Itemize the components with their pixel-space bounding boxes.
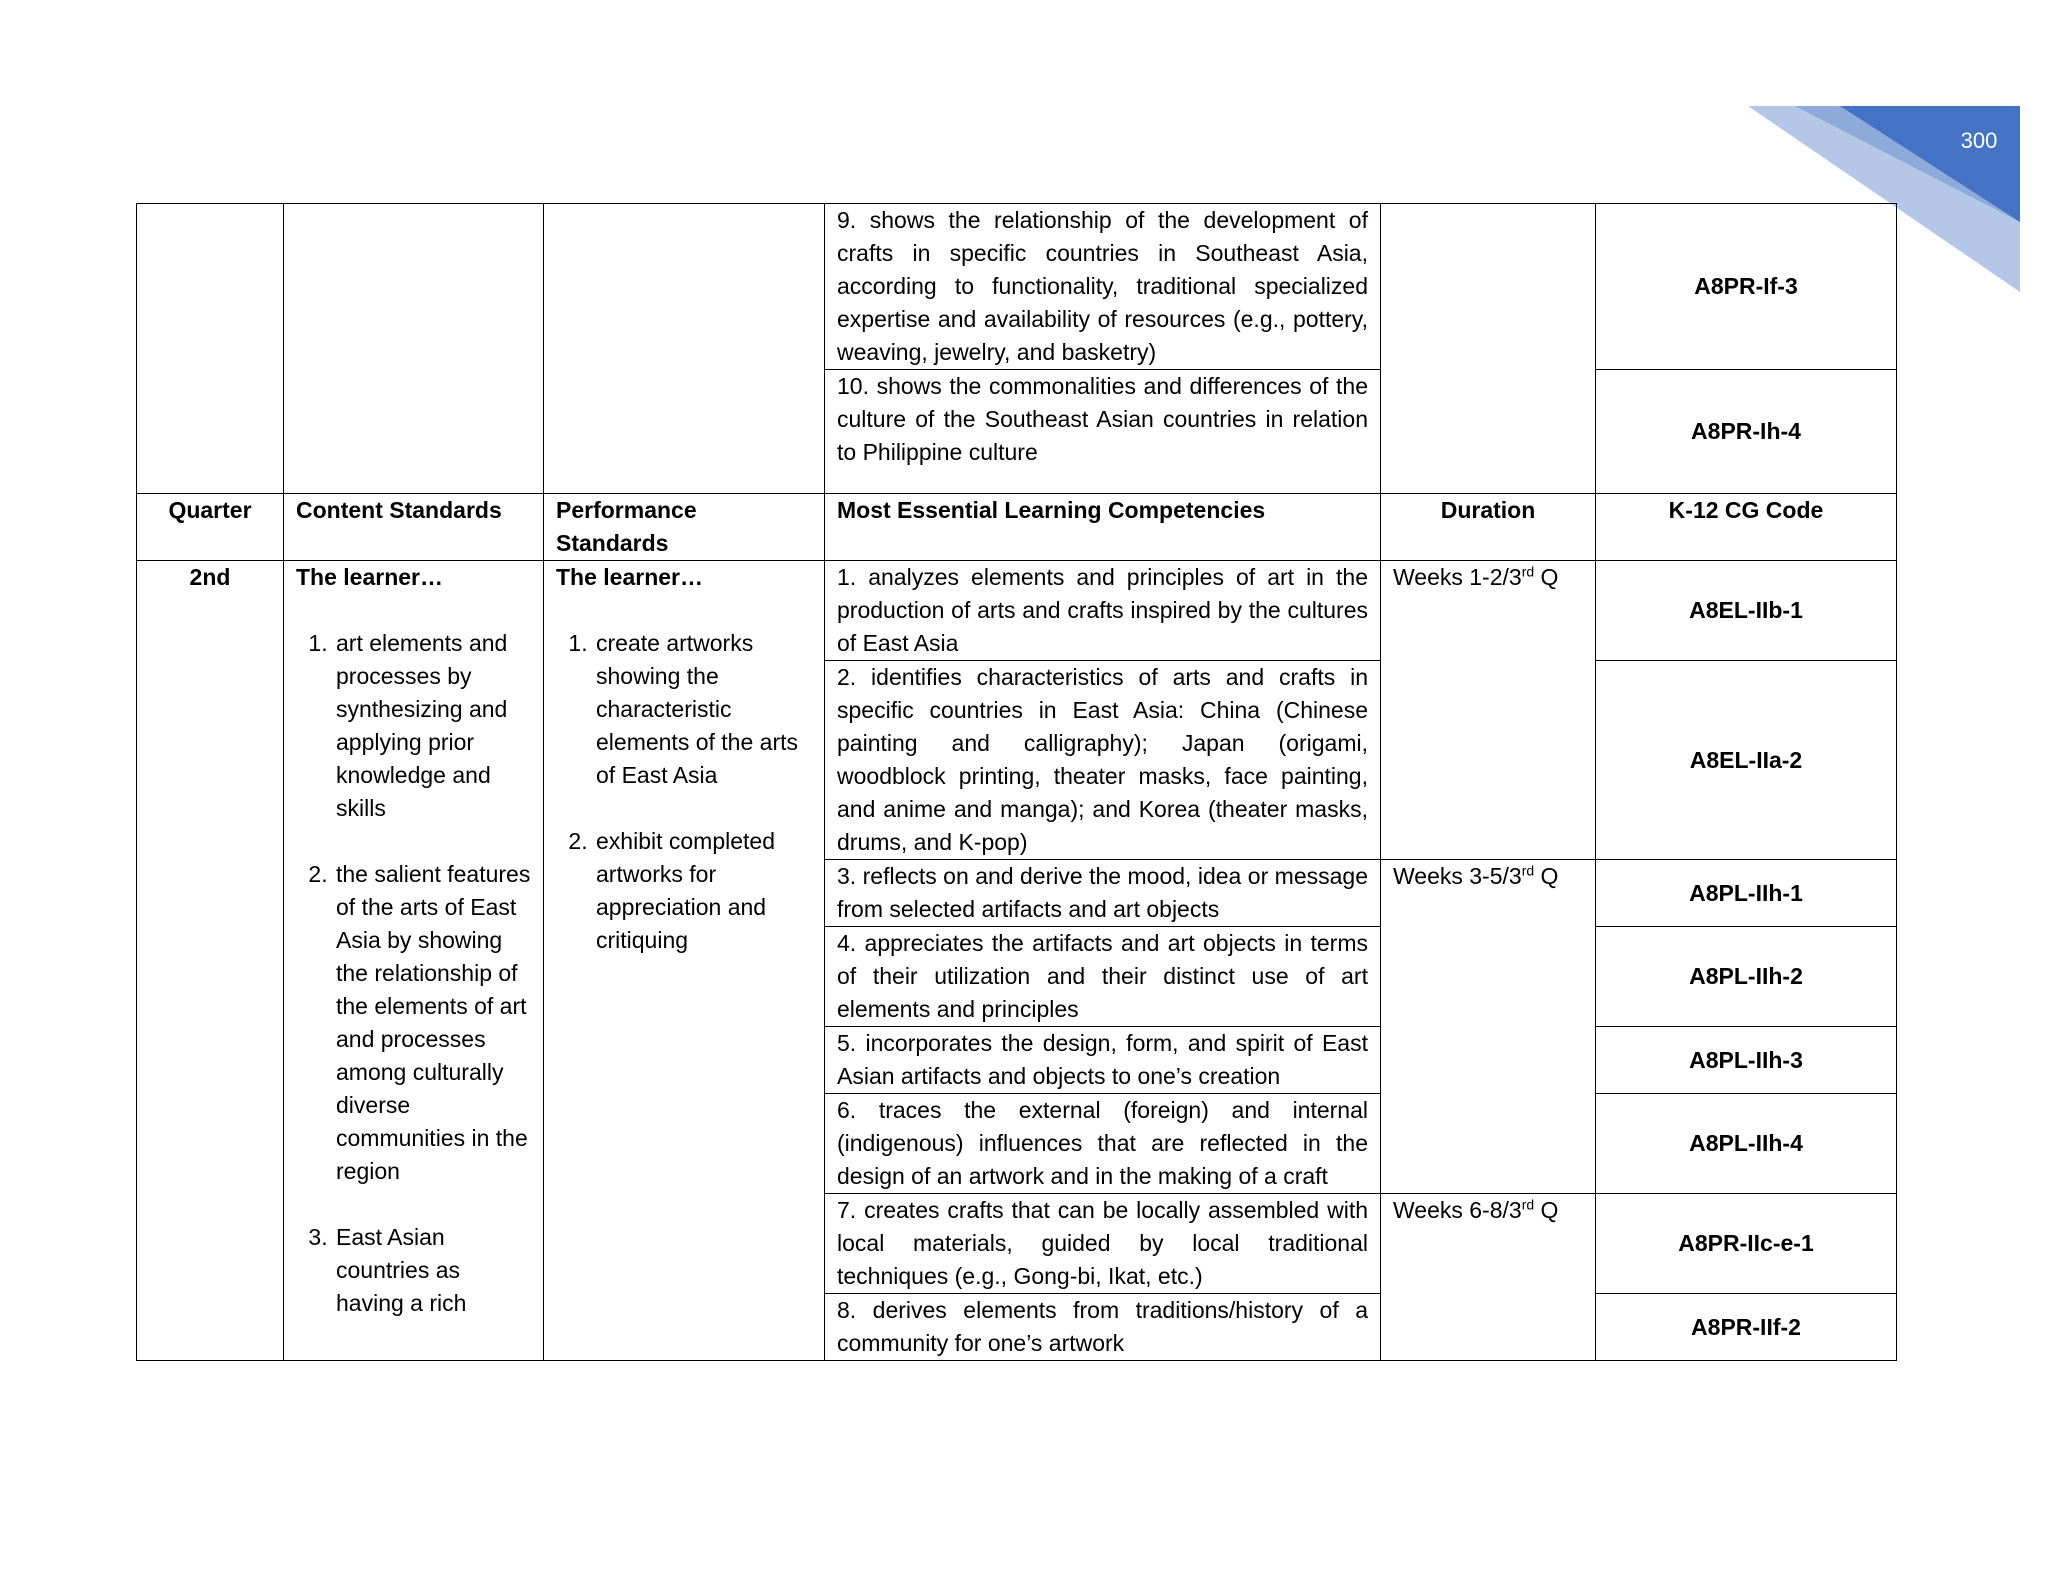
duration-suffix: Q [1534,564,1559,590]
quarter-cell: 2nd [137,561,284,1361]
performance-standards-heading: The learner… [556,564,703,590]
header-row [137,494,1897,561]
competency-cell: 3. reflects on and derive the mood, idea or message from selected artifacts and art objects [825,860,1381,927]
header-code: K-12 CG Code [1596,494,1897,561]
list-item: 1. create artworks showing the characteristic elements of the arts of East Asia [594,627,812,792]
duration-sup: rd [1521,563,1535,580]
code-cell: A8PL-IIh-3 [1596,1027,1897,1094]
list-item: 3. East Asian countries as having a rich [334,1221,531,1320]
list-item: 1. art elements and processes by synthesizing and applying prior knowledge and skills [334,627,531,825]
competency-cell: 10. shows the commonalities and differences of the culture of the Southeast Asian countries in relation to Philippine culture [825,370,1381,494]
competency-cell: 9. shows the relationship of the development of crafts in specific countries in Southeast Asia, according to functionality, traditional specialized expertise and availability of resources (e.g., pottery, weaving, jewelry, and basketry) [825,204,1381,370]
code-cell: A8PR-IIf-2 [1596,1294,1897,1361]
curriculum-table [136,203,1897,1361]
header-performance-line2: Standards [556,530,669,556]
list-item: 2. the salient features of the arts of East Asia by showing the relationship of the elements of art and processes among culturally diverse communities in the region [334,858,531,1188]
header-quarter: Quarter [137,494,284,561]
duration-cell [1381,1194,1596,1361]
header-duration: Duration [1381,494,1596,561]
duration-sup: rd [1521,862,1535,879]
header-performance-line1: Performance [556,497,697,523]
list-item: 2. exhibit completed artworks for appreciation and critiquing [594,825,812,957]
content-standards-heading: The learner… [296,564,443,590]
duration-suffix: Q [1534,863,1559,889]
header-competencies: Most Essential Learning Competencies [825,494,1381,561]
performance-standards-cell [544,561,825,1361]
continuation-content-cell [284,204,544,494]
code-cell: A8PR-Ih-4 [1596,370,1897,494]
continuation-quarter-cell [137,204,284,494]
duration-text: Weeks 1-2/3 [1393,564,1522,590]
code-cell: A8EL-IIa-2 [1596,661,1897,860]
duration-cell [1381,561,1596,860]
header-performance-standards [544,494,825,561]
performance-standards-list [556,627,812,957]
content-standards-cell [284,561,544,1361]
competency-cell: 7. creates crafts that can be locally assembled with local materials, guided by local traditional techniques (e.g., Gong-bi, Ikat, etc.) [825,1194,1381,1294]
code-cell: A8PR-If-3 [1596,204,1897,370]
code-cell: A8PR-IIc-e-1 [1596,1194,1897,1294]
header-content-standards: Content Standards [284,494,544,561]
code-cell: A8PL-IIh-1 [1596,860,1897,927]
duration-cell [1381,860,1596,1194]
duration-suffix: Q [1534,1197,1559,1223]
table-row [137,204,1897,370]
continuation-duration-cell [1381,204,1596,494]
competency-cell: 6. traces the external (foreign) and internal (indigenous) influences that are reflected in the design of an artwork and in the making of a craft [825,1094,1381,1194]
duration-text: Weeks 6-8/3 [1393,1197,1522,1223]
code-cell: A8PL-IIh-2 [1596,927,1897,1027]
duration-sup: rd [1521,1196,1535,1213]
table-row [137,561,1897,661]
competency-cell: 8. derives elements from traditions/history of a community for one’s artwork [825,1294,1381,1361]
code-cell: A8PL-IIh-4 [1596,1094,1897,1194]
code-cell: A8EL-IIb-1 [1596,561,1897,661]
competency-cell: 1. analyzes elements and principles of art in the production of arts and crafts inspired by the cultures of East Asia [825,561,1381,661]
competency-cell: 2. identifies characteristics of arts and crafts in specific countries in East Asia: China (Chinese painting and calligraphy); Japan (origami, woodblock printing, theater masks, face painting, and anime and manga); and Korea (theater masks, drums, and K-pop) [825,661,1381,860]
page-number: 300 [1960,128,1998,153]
content-standards-list [296,627,531,1320]
competency-cell: 4. appreciates the artifacts and art objects in terms of their utilization and their distinct use of art elements and principles [825,927,1381,1027]
continuation-performance-cell [544,204,825,494]
competency-cell: 5. incorporates the design, form, and spirit of East Asian artifacts and objects to one’s creation [825,1027,1381,1094]
duration-text: Weeks 3-5/3 [1393,863,1522,889]
